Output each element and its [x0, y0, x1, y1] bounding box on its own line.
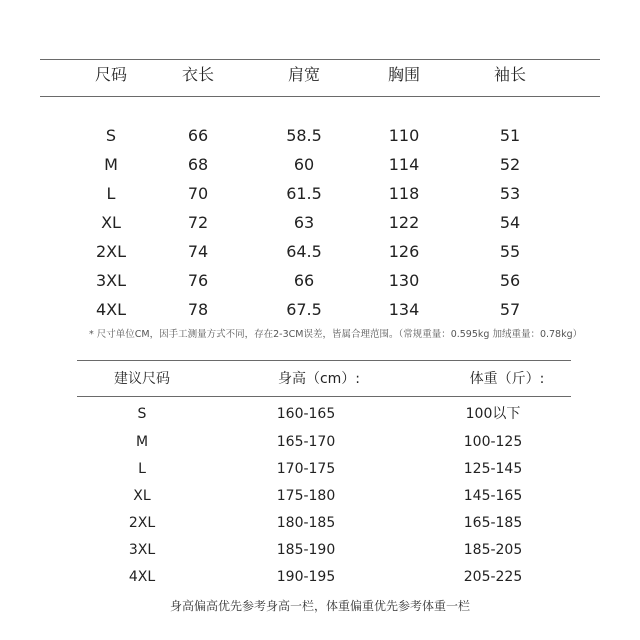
table-row	[0, 462, 640, 482]
size-cell: S	[137, 406, 147, 422]
header-size: 尺码	[94, 65, 128, 84]
table-row	[0, 407, 640, 427]
sleeve-cell: 57	[499, 300, 521, 319]
length-cell: 66	[187, 126, 209, 145]
table-row	[0, 489, 640, 509]
header-sleeve: 袖长	[493, 65, 527, 84]
height-cell: 165-170	[276, 434, 336, 450]
weight-cell: 125-145	[463, 461, 523, 477]
weight-cell: 100以下	[465, 406, 521, 422]
table-row	[0, 570, 640, 590]
table-row	[0, 157, 640, 177]
size-cell: 3XL	[95, 271, 127, 290]
chest-cell: 110	[388, 126, 420, 145]
height-cell: 180-185	[276, 515, 336, 531]
size-table-top-rule	[40, 59, 600, 60]
weight-cell: 145-165	[463, 488, 523, 504]
size-cell: M	[135, 434, 149, 450]
recommend-table-header-rule	[77, 396, 571, 397]
shoulder-cell: 64.5	[286, 242, 322, 261]
length-cell: 70	[187, 184, 209, 203]
table-row	[0, 543, 640, 563]
sleeve-cell: 56	[499, 271, 521, 290]
measurement-note: * 尺寸单位CM，因手工测量方式不同，存在2-3CM误差，皆属合理范围。（常规重量：0.595kg 加绒重量：0.78kg）	[89, 329, 583, 340]
size-cell: 4XL	[128, 569, 156, 585]
header-length: 衣长	[181, 65, 215, 84]
table-row	[0, 302, 640, 322]
size-cell: L	[106, 184, 116, 203]
table-row	[0, 186, 640, 206]
footer-note: 身高偏高优先参考身高一栏，体重偏重优先参考体重一栏	[169, 599, 471, 613]
sleeve-cell: 52	[499, 155, 521, 174]
header-chest: 胸围	[387, 65, 421, 84]
sleeve-cell: 55	[499, 242, 521, 261]
height-cell: 160-165	[276, 406, 336, 422]
weight-cell: 185-205	[463, 542, 523, 558]
header-recommended-size: 建议尺码	[114, 371, 170, 387]
recommend-table-top-rule	[77, 360, 571, 361]
size-cell: L	[138, 461, 146, 477]
size-cell: 2XL	[95, 242, 127, 261]
chest-cell: 134	[388, 300, 420, 319]
header-weight: 体重（斤）:	[469, 371, 545, 387]
length-cell: 68	[187, 155, 209, 174]
shoulder-cell: 61.5	[286, 184, 322, 203]
header-shoulder: 肩宽	[287, 65, 321, 84]
sleeve-cell: 53	[499, 184, 521, 203]
table-row	[0, 128, 640, 148]
weight-cell: 100-125	[463, 434, 523, 450]
length-cell: 74	[187, 242, 209, 261]
length-cell: 72	[187, 213, 209, 232]
shoulder-cell: 63	[293, 213, 315, 232]
chest-cell: 114	[388, 155, 420, 174]
header-height: 身高（cm）:	[277, 371, 361, 387]
chest-cell: 118	[388, 184, 420, 203]
height-cell: 170-175	[276, 461, 336, 477]
size-cell: XL	[133, 488, 151, 504]
length-cell: 76	[187, 271, 209, 290]
sleeve-cell: 51	[499, 126, 521, 145]
table-row	[0, 273, 640, 293]
height-cell: 175-180	[276, 488, 336, 504]
shoulder-cell: 60	[293, 155, 315, 174]
table-row	[0, 435, 640, 455]
chest-cell: 126	[388, 242, 420, 261]
size-cell: 2XL	[128, 515, 156, 531]
shoulder-cell: 66	[293, 271, 315, 290]
table-row	[0, 244, 640, 264]
size-cell: 3XL	[128, 542, 156, 558]
chest-cell: 122	[388, 213, 420, 232]
size-cell: S	[105, 126, 117, 145]
chest-cell: 130	[388, 271, 420, 290]
length-cell: 78	[187, 300, 209, 319]
size-cell: XL	[101, 213, 121, 232]
table-row	[0, 215, 640, 235]
weight-cell: 165-185	[463, 515, 523, 531]
size-table-header-rule	[40, 96, 600, 97]
table-row	[0, 516, 640, 536]
shoulder-cell: 67.5	[286, 300, 322, 319]
size-cell: 4XL	[95, 300, 127, 319]
weight-cell: 205-225	[463, 569, 523, 585]
sleeve-cell: 54	[499, 213, 521, 232]
height-cell: 190-195	[276, 569, 336, 585]
shoulder-cell: 58.5	[286, 126, 322, 145]
height-cell: 185-190	[276, 542, 336, 558]
size-cell: M	[104, 155, 118, 174]
